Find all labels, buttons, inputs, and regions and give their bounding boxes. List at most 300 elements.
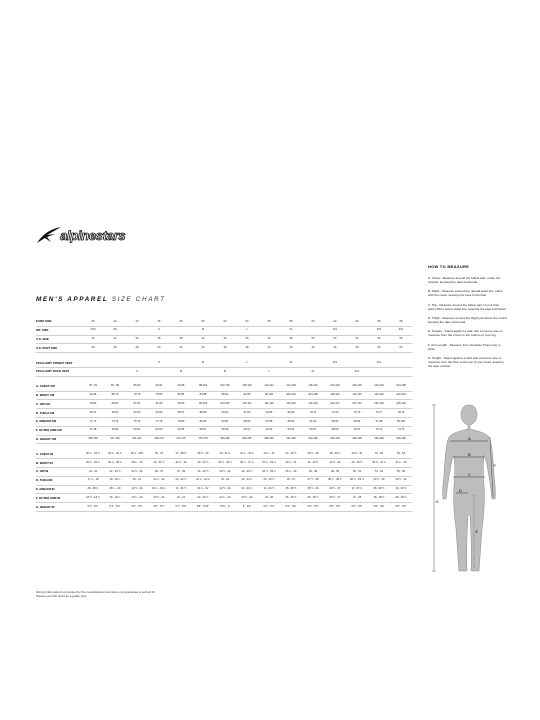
table-cell: 33 ¾ - 35½ xyxy=(126,450,148,458)
table-cell: 5'6" - 5'7" xyxy=(148,503,170,512)
table-cell: 28 ¾ - 29 ½ xyxy=(346,476,368,485)
table-cell: 5'7" - 5'9" xyxy=(170,503,192,512)
table-cell: 37 ¾ - 39 ¼ xyxy=(258,459,280,468)
table-cell: 46 xyxy=(148,318,170,326)
table-cell xyxy=(346,326,368,335)
table-cell: 48 xyxy=(170,318,192,326)
table-cell xyxy=(214,326,236,335)
table-cell: 78-79 xyxy=(390,409,412,418)
table-cell: 38 ½ - 40 xyxy=(192,450,214,458)
table-cell: L xyxy=(236,359,258,367)
table-cell: 56-57 xyxy=(170,409,192,418)
table-cell: 22 - 22 ½ xyxy=(192,494,214,503)
table-cell: 123-127 xyxy=(324,400,346,409)
table-cell: 28 ¾ - 29 xyxy=(104,485,126,494)
table-cell: 28 ¼ - 30 xyxy=(126,459,148,468)
row-label: F. OUTER ARM CM xyxy=(36,426,82,435)
table-cell: 50 xyxy=(368,344,390,353)
table-cell: 34 ½ - 36 xyxy=(126,467,148,476)
table-cell xyxy=(302,326,324,335)
table-cell xyxy=(258,326,280,335)
row-label: E. INSEAM CM xyxy=(36,417,82,426)
table-cell: 6'5" - 6'6" xyxy=(346,503,368,512)
table-cell: 111-115 xyxy=(258,400,280,409)
table-cell: 42 - 43 ½ xyxy=(236,467,258,476)
table-cell xyxy=(258,359,280,367)
table-cell: 48-51 xyxy=(104,409,126,418)
table-cell: 37 - 37 ¾ xyxy=(346,485,368,494)
table-cell: 33 - 34 ½ xyxy=(192,459,214,468)
row-label: U.S. PANT SIZE xyxy=(36,344,82,353)
table-cell: 50 xyxy=(192,318,214,326)
table-cell: 95-96 xyxy=(346,417,368,426)
table-cell: 50-51 xyxy=(126,426,148,435)
table-cell: 34 xyxy=(126,335,148,344)
table-row xyxy=(36,494,412,503)
figure-label-b: B xyxy=(468,452,471,457)
table-cell: 42 xyxy=(214,335,236,344)
how-to-item: B. Waist - Measure around the natural waist line, inline with the navel, keeping the tape horizontal. xyxy=(428,289,503,298)
table-cell: 79-83 xyxy=(82,400,104,409)
table-cell: XS xyxy=(104,326,126,335)
title-main: MEN'S APPAREL xyxy=(36,296,109,303)
table-cell: 115-119 xyxy=(280,400,302,409)
table-cell: 82 - 86 xyxy=(104,383,126,391)
table-cell: 32 xyxy=(170,344,192,353)
size-chart-table xyxy=(36,318,412,512)
table-cell: 43 ½ - 45 ¼ xyxy=(258,467,280,476)
figure-label-c: C xyxy=(468,472,471,477)
table-cell: 26 - 26 ½ xyxy=(302,494,324,503)
table-cell: 49 ½ - 51 xyxy=(346,450,368,458)
table-cell: 119-123 xyxy=(302,400,324,409)
table-cell: 36 xyxy=(214,344,236,353)
body-measurement-figure xyxy=(430,403,510,588)
table-cell: 134-138 xyxy=(390,383,412,391)
table-cell: 41 ¾ - 43 ¼ xyxy=(236,450,258,458)
table-cell: 36 xyxy=(148,335,170,344)
table-cell: 64-68 xyxy=(82,391,104,400)
table-cell: 112-116 xyxy=(346,391,368,400)
table-cell: 41 - 42 ½ xyxy=(302,459,324,468)
table-cell: 52 xyxy=(324,335,346,344)
table-cell xyxy=(104,359,126,367)
table-cell: 62 xyxy=(324,318,346,326)
table-cell: 46 xyxy=(324,344,346,353)
table-cell: 91-95 xyxy=(148,400,170,409)
table-cell: 60 xyxy=(302,318,324,326)
table-cell: 6'5" - 6'6" xyxy=(390,503,412,512)
table-cell: 32 - 34 ½ xyxy=(104,467,126,476)
table-cell: 35 ½ - 36 xyxy=(302,485,324,494)
table-cell: 104-108 xyxy=(302,391,324,400)
table-cell: 30 ½ - 31 xyxy=(390,476,412,485)
row-label: TECH-AIR® RACE VEST xyxy=(36,367,82,376)
table-cell: 51 - 53 xyxy=(368,450,390,458)
table-cell: 61-63 xyxy=(236,409,258,418)
table-cell xyxy=(104,367,126,376)
table-cell: 4XL xyxy=(390,326,412,335)
table-cell xyxy=(214,359,236,367)
row-label: B. WAIST IN xyxy=(36,459,82,468)
table-cell: 50 - 51 xyxy=(346,467,368,476)
table-cell: 56-57 xyxy=(192,426,214,435)
table-cell: 94-98 xyxy=(170,383,192,391)
disclaimer xyxy=(36,590,155,599)
table-cell: 6'5" - 6'6" xyxy=(368,503,390,512)
table-cell: M xyxy=(170,367,192,376)
table-cell: 2XL xyxy=(346,367,368,376)
table-cell: 44 xyxy=(302,344,324,353)
table-cell: 18 ½ - 18 ¾ xyxy=(82,494,104,503)
table-cell: 6'3" - 6'5" xyxy=(280,503,302,512)
table-cell: 108-112 xyxy=(324,391,346,400)
table-cell: 21 ¼ - 22 xyxy=(148,476,170,485)
table-cell: 91-92 xyxy=(302,417,324,426)
table-cell: 168-172 xyxy=(148,435,170,444)
table-cell: 19 - 19 ¾ xyxy=(104,494,126,503)
table-cell: 31 - 32 xyxy=(82,467,104,476)
table-cell: 42 ½ - 44 xyxy=(324,459,346,468)
table-cell: M xyxy=(214,367,236,376)
table-cell: 107-111 xyxy=(236,400,258,409)
star-icon xyxy=(36,226,62,244)
table-cell: 39 - 40 ½ xyxy=(192,467,214,476)
table-cell: 22 - 22 ½ xyxy=(170,476,192,485)
table-cell: 64-65 xyxy=(280,426,302,435)
table-cell: 72-73 xyxy=(368,426,390,435)
row-label: U.S. SIZE xyxy=(36,335,82,344)
table-cell: 99-103 xyxy=(192,400,214,409)
table-row xyxy=(36,344,412,353)
table-cell: 71-73 xyxy=(82,417,104,426)
table-row xyxy=(36,367,412,376)
table-cell: 95-99 xyxy=(170,400,192,409)
table-cell: 3XL xyxy=(368,359,390,367)
table-cell: 23 - 24 xyxy=(214,476,236,485)
table-cell: 80-84 xyxy=(170,391,192,400)
table-cell: 196-199 xyxy=(324,435,346,444)
how-to-item: F. Arm Length - Measure from shoulder (Humerus) to wrist. xyxy=(428,342,501,351)
table-cell: 25 - 25 ½ xyxy=(258,476,280,485)
table-cell: 37 - 38 ½ xyxy=(170,450,192,458)
table-cell: 66-67 xyxy=(302,426,324,435)
table-cell: 5'11" - 6' xyxy=(214,503,236,512)
table-cell: 5'9" - 5'10" xyxy=(192,503,214,512)
table-cell: 46 ½ - 48 xyxy=(302,450,324,458)
table-cell: 51 - 53 xyxy=(368,467,390,476)
table-cell: 130-134 xyxy=(368,383,390,391)
table-cell xyxy=(82,367,104,376)
table-cell: 26 ¾ - 28 ¼ xyxy=(104,459,126,468)
table-row xyxy=(36,335,412,344)
table-cell: 39 ¼ - 41 xyxy=(280,459,302,468)
row-label: C. HIP IN xyxy=(36,467,82,476)
table-cell: 36 ¼ - 37 ¾ xyxy=(236,459,258,468)
table-cell: 66 xyxy=(368,318,390,326)
table-row xyxy=(36,476,412,485)
table-cell: 47 ¼ - 49 xyxy=(390,459,412,468)
table-cell: 28 xyxy=(126,344,148,353)
table-row xyxy=(36,359,412,367)
table-cell: 192-195 xyxy=(302,435,324,444)
table-row xyxy=(36,409,412,418)
table-cell: 34 xyxy=(192,344,214,353)
table-cell: 83-87 xyxy=(104,400,126,409)
row-label: TECH-AIR® STREET VEST xyxy=(36,359,82,367)
table-cell: 26 - 27 xyxy=(280,476,302,485)
table-cell: 30 ¼ - 30 ¾ xyxy=(148,485,170,494)
table-cell: 30 ¾ - 32 ¼ xyxy=(82,450,104,458)
table-cell: 100-104 xyxy=(280,391,302,400)
table-cell: 70-71 xyxy=(302,409,324,418)
table-cell: 28 ¼ - 28 ¾ xyxy=(324,476,346,485)
table-cell: 40 - 41 ¾ xyxy=(214,450,236,458)
table-cell: 87-88 xyxy=(258,417,280,426)
how-to-item: D. Thigh - Measure around the thigh just below the crotch, keeping the tape horizontal. xyxy=(428,316,508,325)
row-label: E. INSEAM IN xyxy=(36,485,82,494)
table-cell: 158-156 xyxy=(82,435,104,444)
table-cell: 42 xyxy=(104,318,126,326)
table-cell: 58 xyxy=(390,335,412,344)
table-cell: 86-90 xyxy=(126,383,148,391)
table-cell: 31 - 31 ½ xyxy=(170,485,192,494)
table-cell: M xyxy=(192,359,214,367)
table-cell: 196-199 xyxy=(368,435,390,444)
table-cell: 6'2" - 6'3" xyxy=(258,503,280,512)
table-row xyxy=(36,485,412,494)
table-cell: 2XL xyxy=(324,359,346,367)
table-cell: 25 - 25 ½ xyxy=(280,494,302,503)
table-cell: 19 - 19 ¾ xyxy=(104,476,126,485)
table-cell: 3XL xyxy=(368,326,390,335)
table-cell: 5'1" - 5'3" xyxy=(104,503,126,512)
table-cell: 29 ½ - 30 xyxy=(126,485,148,494)
table-cell: 30 xyxy=(148,344,170,353)
table-cell: 54 xyxy=(236,318,258,326)
how-to-item: A. Chest - Measure around the fullest part, under the armpits, keeping the tape horizontal. xyxy=(428,276,501,285)
row-label: B. WAIST CM xyxy=(36,391,82,400)
table-cell: 78 - 82 xyxy=(82,383,104,391)
table-cell: 122-126 xyxy=(324,383,346,391)
table-cell: XL xyxy=(280,326,302,335)
title-sub: SIZE CHART xyxy=(111,296,166,303)
table-row xyxy=(36,503,412,512)
table-cell: 45-47 xyxy=(82,409,104,418)
table-row xyxy=(36,400,412,409)
table-cell: 38 xyxy=(236,344,258,353)
table-row xyxy=(36,318,412,326)
table-cell: 5'1" - 5'1" xyxy=(82,503,104,512)
table-cell: 46 xyxy=(258,335,280,344)
table-cell: 28 - 28 ¾ xyxy=(82,485,104,494)
table-cell: 32 xyxy=(104,335,126,344)
table-cell: 58 xyxy=(280,318,302,326)
table-cell: 6' - 6'2" xyxy=(236,503,258,512)
table-cell: 56 xyxy=(368,335,390,344)
table-cell: 77-78 xyxy=(148,417,170,426)
table-cell: 48 - 50 xyxy=(324,467,346,476)
how-to-item: E. Inseam - Stand against a wall, ask someone else to measure from the crotch to the bottom of your leg. xyxy=(428,329,503,338)
table-cell: 84-88 xyxy=(192,391,214,400)
table-cell xyxy=(368,367,390,376)
table-cell xyxy=(126,326,148,335)
table-cell: L xyxy=(236,326,258,335)
table-cell: 70-71 xyxy=(346,426,368,435)
table-cell: 42 xyxy=(280,344,302,353)
table-cell: 73-75 xyxy=(346,409,368,418)
table-cell: XL xyxy=(280,359,302,367)
table-cell: 44 xyxy=(236,335,258,344)
table-cell: 23 ½ - 24 xyxy=(236,494,258,503)
table-cell: 126-130 xyxy=(346,383,368,391)
table-cell: 40 ½ - 42 xyxy=(214,467,236,476)
table-cell: S xyxy=(148,359,170,367)
table-cell: 56 xyxy=(258,318,280,326)
table-cell: 72-73 xyxy=(324,409,346,418)
table-cell xyxy=(82,359,104,367)
table-cell: 26 ½ - 27 xyxy=(324,494,346,503)
table-row xyxy=(36,383,412,391)
figure-label-e: E xyxy=(475,529,479,534)
table-cell: 85-86 xyxy=(236,417,258,426)
body-silhouette xyxy=(430,403,510,583)
table-cell: M xyxy=(192,326,214,335)
table-cell: 22 ¾ - 23 ¼ xyxy=(192,476,214,485)
table-cell: 6'3" - 6'5" xyxy=(302,503,324,512)
table-cell: 131-135 xyxy=(368,400,390,409)
table-cell: 52-53 xyxy=(148,426,170,435)
table-cell: 127-131 xyxy=(346,400,368,409)
table-cell xyxy=(324,367,346,376)
table-cell xyxy=(192,367,214,376)
table-cell: 2XL xyxy=(324,326,346,335)
table-cell: 32 ½ - 33 xyxy=(214,485,236,494)
table-cell: 53 - 54 xyxy=(390,450,412,458)
table-cell: 25 ¼ - 26 ¾ xyxy=(82,459,104,468)
table-cell: 90-94 xyxy=(148,383,170,391)
table-cell: 64 xyxy=(346,318,368,326)
table-cell: 24 - 25 xyxy=(258,494,280,503)
table-cell: S xyxy=(148,326,170,335)
table-cell: 93-94 xyxy=(324,417,346,426)
table-cell: 58-59 xyxy=(192,409,214,418)
table-cell: 44 xyxy=(126,318,148,326)
table-cell: 31 ½ - 33 xyxy=(170,459,192,468)
table-cell: 68-72 xyxy=(104,391,126,400)
table-cell: 98-102 xyxy=(192,383,214,391)
table-cell: 83-84 xyxy=(214,417,236,426)
table-cell xyxy=(390,359,412,367)
table-cell: 48 xyxy=(280,335,302,344)
table-cell: 47-48 xyxy=(82,426,104,435)
table-cell: 176-179 xyxy=(192,435,214,444)
table-cell: 5'3" - 5'4" xyxy=(126,503,148,512)
table-cell: 76-77 xyxy=(368,409,390,418)
table-cell: 32 ¼ - 33 ¾ xyxy=(104,450,126,458)
table-cell: 157-162 xyxy=(104,435,126,444)
table-cell: XL xyxy=(302,367,324,376)
table-cell: 89-90 xyxy=(280,417,302,426)
table-cell: 20 - 21 xyxy=(126,476,148,485)
table-cell: 39 - 39 ½ xyxy=(390,485,412,494)
table-cell: 161-167 xyxy=(126,435,148,444)
table-cell: 44 - 45 ½ xyxy=(346,459,368,468)
table-cell: 92-96 xyxy=(236,391,258,400)
table-cell: 40 xyxy=(82,318,104,326)
table-cell: 99-100 xyxy=(390,417,412,426)
table-cell: 188-191 xyxy=(258,435,280,444)
figure-label-d: D xyxy=(459,488,462,493)
page-title xyxy=(36,296,166,303)
table-cell: 52-53 xyxy=(126,409,148,418)
table-cell: 184-187 xyxy=(236,435,258,444)
table-cell: 192-195 xyxy=(280,435,302,444)
table-row xyxy=(36,435,412,444)
table-cell: 114-118 xyxy=(280,383,302,391)
table-row xyxy=(36,459,412,468)
figure-label-a: A xyxy=(468,436,471,441)
figure-label-f: F xyxy=(493,463,496,468)
how-to-item: G. Height - Stand against a wall, ask someone else to measure from the floor to the top of your head, keeping the tape vertical. xyxy=(428,356,504,369)
how-to-heading: HOW TO MEASURE xyxy=(428,265,470,269)
table-cell: 22 ¾ - 23 xyxy=(214,494,236,503)
table-cell: S xyxy=(126,367,148,376)
table-cell: 44 - 46 ½ xyxy=(280,450,302,458)
row-label: F. OUTER ARM IN xyxy=(36,494,82,503)
table-row xyxy=(36,417,412,426)
table-cell: 17 ¾ - 18 xyxy=(82,476,104,485)
table-cell: 37 - 39 xyxy=(170,467,192,476)
table-cell xyxy=(236,367,258,376)
table-cell: 43 ¼ - 44 xyxy=(258,450,280,458)
table-cell: 72-76 xyxy=(126,391,148,400)
table-cell: 58-59 xyxy=(214,426,236,435)
table-cell: 48 xyxy=(346,344,368,353)
table-cell: 28 - 28 ½ xyxy=(368,494,390,503)
row-label: A. CHEST CM xyxy=(36,383,82,391)
table-cell: 38 xyxy=(170,335,192,344)
table-cell: 35 - 35 ½ xyxy=(280,485,302,494)
table-cell xyxy=(148,367,170,376)
table-cell: 6'5" - 6'6" xyxy=(324,503,346,512)
table-row xyxy=(36,426,412,435)
row-label: A. CHEST IN xyxy=(36,450,82,458)
table-cell: 21 - 22 xyxy=(170,494,192,503)
table-cell: 76-80 xyxy=(148,391,170,400)
table-cell: 116-120 xyxy=(368,391,390,400)
table-row xyxy=(36,391,412,400)
table-cell: 60-61 xyxy=(214,409,236,418)
table-cell: 46 - 48 xyxy=(302,467,324,476)
how-to-item: C. Hip - Measure around the fullest part of your hips, about 20cm below waist line, keeping the tape horizontal. xyxy=(428,302,507,311)
table-cell: 54-55 xyxy=(170,426,192,435)
table-cell: 54-56 xyxy=(148,409,170,418)
table-cell: 29 - 29 ½ xyxy=(390,494,412,503)
table-cell: 120-124 xyxy=(390,391,412,400)
row-label: INT. SIZE xyxy=(36,326,82,335)
table-row xyxy=(36,467,412,476)
table-cell: 40 xyxy=(258,344,280,353)
row-label: D. THIGH CM xyxy=(36,409,82,418)
table-cell: 33 - 33 ¾ xyxy=(236,485,258,494)
table-cell xyxy=(390,367,412,376)
table-cell: 19 ¾ - 20 xyxy=(126,494,148,503)
row-label: D. THIGH IN xyxy=(36,476,82,485)
table-cell: 20 ½ - 21 xyxy=(148,494,170,503)
table-cell: 45 ½ - 47 ¼ xyxy=(368,459,390,468)
table-cell xyxy=(346,359,368,367)
